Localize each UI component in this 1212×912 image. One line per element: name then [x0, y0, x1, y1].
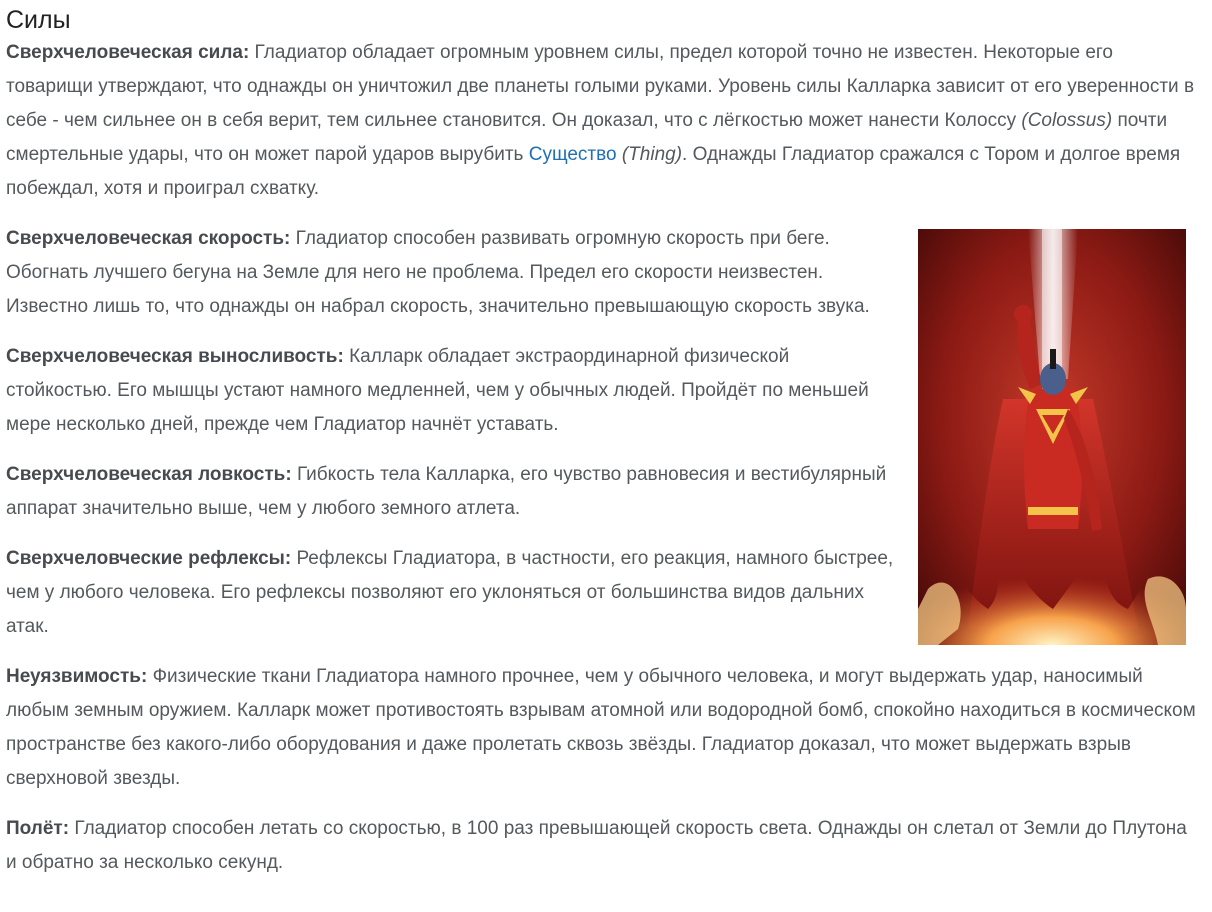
italic-note: (Thing) — [621, 144, 683, 165]
paragraph-label: Сверхчеловеческая скорость: — [6, 228, 291, 249]
paragraph-invulnerability — [6, 660, 1202, 796]
article-section — [6, 0, 1202, 896]
paragraph-text: Рефлексы Гладиатора, в частности, его реакция, намного быстрее, чем у любого человека. Его рефлексы позволяют его уклоняться от большинства видов дальних атак. — [6, 548, 894, 637]
paragraph-label: Сверхчеловеческая ловкость: — [6, 464, 292, 485]
paragraph-text: Физические ткани Гладиатора намного прочнее, чем у обычного человека, и могут выдержать удар, наносимый любым земным оружием. Калларк может противостоять взрывам атомной или водородной бомб, спокойно находиться в космическом пространстве без какого-либо оборудования и даже пролетать сквозь звёзды. Гладиатор доказал, что может выдержать взрыв сверхновой звезды. — [6, 666, 1196, 789]
paragraph-text: почти смертельные удары, что он может парой ударов вырубить — [6, 110, 1168, 165]
paragraph-label: Полёт: — [6, 818, 70, 839]
paragraph-flight — [6, 812, 1202, 880]
paragraph-text: Гибкость тела Калларка, его чувство равновесия и вестибулярный аппарат значительно выше, чем у любого земного атлета. — [6, 464, 887, 519]
paragraph-text: Гладиатор обладает огромным уровнем силы, предел которой точно не известен. Некоторые его товарищи утверждают, что однажды он уничтожил две планеты голыми руками. Уровень силы Калларка зависит от его уверенности в себе - чем сильнее он в себя верит, тем сильнее становится. Он доказал, что с лёгкостью может нанести Колоссу — [6, 42, 1195, 131]
paragraph-text: . Однажды Гладиатор сражался с Тором и долгое время побеждал, хотя и проиграл схватку. — [6, 144, 1181, 199]
paragraph-text: Гладиатор способен летать со скоростью, в 100 раз превышающей скорость света. Однажды он слетал от Земли до Плутона и обратно за несколько секунд. — [6, 818, 1187, 873]
paragraph-text: Гладиатор способен развивать огромную скорость при беге. Обогнать лучшего бегуна на Земле для него не проблема. Предел его скорости неизвестен. Известно лишь то, что однажды он набрал скорость, значительно превышающую скорость звука. — [6, 228, 870, 317]
paragraph-label: Сверхчеловеческая выносливость: — [6, 346, 344, 367]
paragraph-strength — [6, 36, 1202, 206]
paragraph-text: Калларк обладает экстраординарной физической стойкостью. Его мышцы устают намного медленней, чем у обычных людей. Пройдёт по меньшей мере несколько дней, прежде чем Гладиатор начнёт уставать. — [6, 346, 869, 435]
paragraph-label: Сверхчеловеческая сила: — [6, 42, 250, 63]
character-illustration — [918, 229, 1186, 645]
section-heading: Силы — [6, 6, 71, 34]
link-thing[interactable]: Существо — [528, 144, 617, 165]
italic-note: (Colossus) — [1021, 110, 1113, 131]
paragraph-label: Сверхчеловческие рефлексы: — [6, 548, 292, 569]
paragraph-label: Неуязвимость: — [6, 666, 148, 687]
character-image[interactable] — [918, 229, 1186, 645]
